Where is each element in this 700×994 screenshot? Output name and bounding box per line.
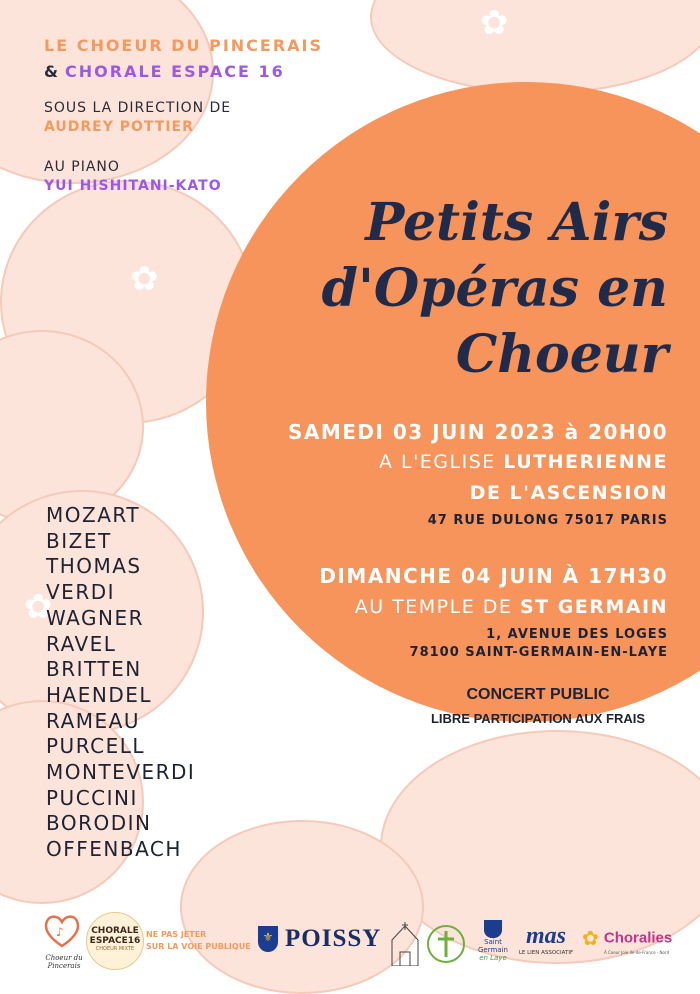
event1-place-name: LUTHERIENNE: [503, 451, 668, 473]
direction-label: SOUS LA DIRECTION DE: [44, 100, 232, 116]
pincerais-logo: [42, 912, 86, 972]
composer-item: RAMEAU: [46, 708, 140, 733]
concert-public: CONCERT PUBLIC: [466, 686, 610, 703]
event2-place-prefix: AU TEMPLE DE: [354, 596, 513, 618]
title-line: d'Opéras en: [321, 258, 668, 319]
espace16-logo: [86, 912, 144, 970]
title-line: Choeur: [455, 324, 668, 385]
composer-item: BRITTEN: [46, 657, 142, 682]
composer-item: BIZET: [46, 528, 112, 553]
choir-line-2: [44, 62, 285, 81]
mas-logo-text: mas: [525, 923, 566, 949]
choir-name-1: LE CHOEUR DU PINCERAIS: [44, 36, 324, 55]
saint-germain-logo: [474, 920, 512, 962]
saint-germain-line2: Germain: [478, 946, 508, 954]
title-line: Petits Airs: [365, 192, 668, 253]
event1-place-prefix: A L'EGLISE: [378, 451, 496, 473]
flower-center-icon: ✿: [130, 259, 159, 299]
espace16-logo-line1: CHORALE: [91, 926, 139, 936]
mas-logo: [514, 922, 578, 956]
saint-germain-line3: en Laye: [479, 954, 507, 962]
event2-place: [355, 596, 668, 618]
event1-address: 47 RUE DULONG 75017 PARIS: [427, 513, 668, 528]
event2-address-line2: 78100 SAINT-GERMAIN-EN-LAYE: [409, 645, 668, 660]
orange-circle: [206, 82, 700, 722]
concert-participation: LIBRE PARTICIPATION AUX FRAIS: [430, 711, 646, 726]
choralies-sub: À Coeur Joie Ile-de-France - Nord: [604, 950, 670, 955]
director-name: AUDREY POTTIER: [44, 119, 194, 135]
heart-icon: [42, 912, 82, 950]
composer-item: MOZART: [46, 503, 141, 527]
concert-title: [228, 190, 668, 388]
petal-decoration: [370, 0, 700, 94]
composer-item: PURCELL: [46, 734, 145, 759]
notice-line2: SUR LA VOIE PUBLIQUE: [146, 942, 251, 951]
church-icon: [388, 922, 422, 970]
composer-item: MONTEVERDI: [46, 760, 196, 785]
notice-line1: NE PAS JETER: [146, 930, 207, 939]
mas-logo-sub: LE LIEN ASSOCIATIF: [518, 950, 574, 956]
flower-center-icon: ✿: [480, 3, 509, 43]
event2-date: DIMANCHE 04 JUIN À 17H30: [319, 564, 668, 588]
flower-center-icon: ✿: [24, 587, 53, 627]
petal-decoration: [0, 0, 214, 184]
saint-germain-line1: Saint: [484, 938, 502, 946]
pincerais-logo-text: Choeur du Pincerais: [45, 954, 83, 970]
composer-item: RAVEL: [46, 631, 117, 656]
espace16-logo-line2: ESPACE16: [89, 936, 141, 946]
espace16-logo-line3: CHOEUR MIXTE: [95, 946, 135, 952]
choralies-logo: [582, 926, 672, 955]
choralies-text: Choralies: [603, 929, 673, 947]
event1-place-line2: DE L'ASCENSION: [469, 482, 668, 504]
svg-text:♪: ♪: [56, 925, 64, 939]
saint-germain-crest-icon: [484, 920, 502, 938]
composer-item: PUCCINI: [46, 785, 138, 810]
event1-place-line1: [379, 451, 668, 473]
event2-place-name: ST GERMAIN: [519, 596, 668, 618]
choir-name-2: CHORALE ESPACE 16: [65, 62, 285, 81]
cross-logo-icon: [426, 924, 466, 968]
poissy-logo: POISSY: [285, 925, 382, 952]
pianist-name: YUI HISHITANI-KATO: [44, 178, 222, 194]
composer-item: VERDI: [46, 580, 116, 605]
composer-item: WAGNER: [46, 605, 145, 630]
event1-date: SAMEDI 03 JUIN 2023 à 20H00: [287, 420, 668, 444]
composer-item: HAENDEL: [46, 682, 152, 707]
flower-icon: ✿: [582, 926, 599, 950]
composer-item: OFFENBACH: [46, 837, 182, 862]
ampersand: &: [44, 62, 60, 81]
composer-item: BORODIN: [46, 811, 152, 836]
poissy-crest-icon: ⚜: [258, 926, 278, 952]
composer-list: [46, 503, 195, 863]
event2-address-line1: 1, AVENUE DES LOGES: [486, 627, 668, 642]
composer-item: THOMAS: [46, 554, 142, 579]
piano-label: AU PIANO: [44, 159, 120, 175]
